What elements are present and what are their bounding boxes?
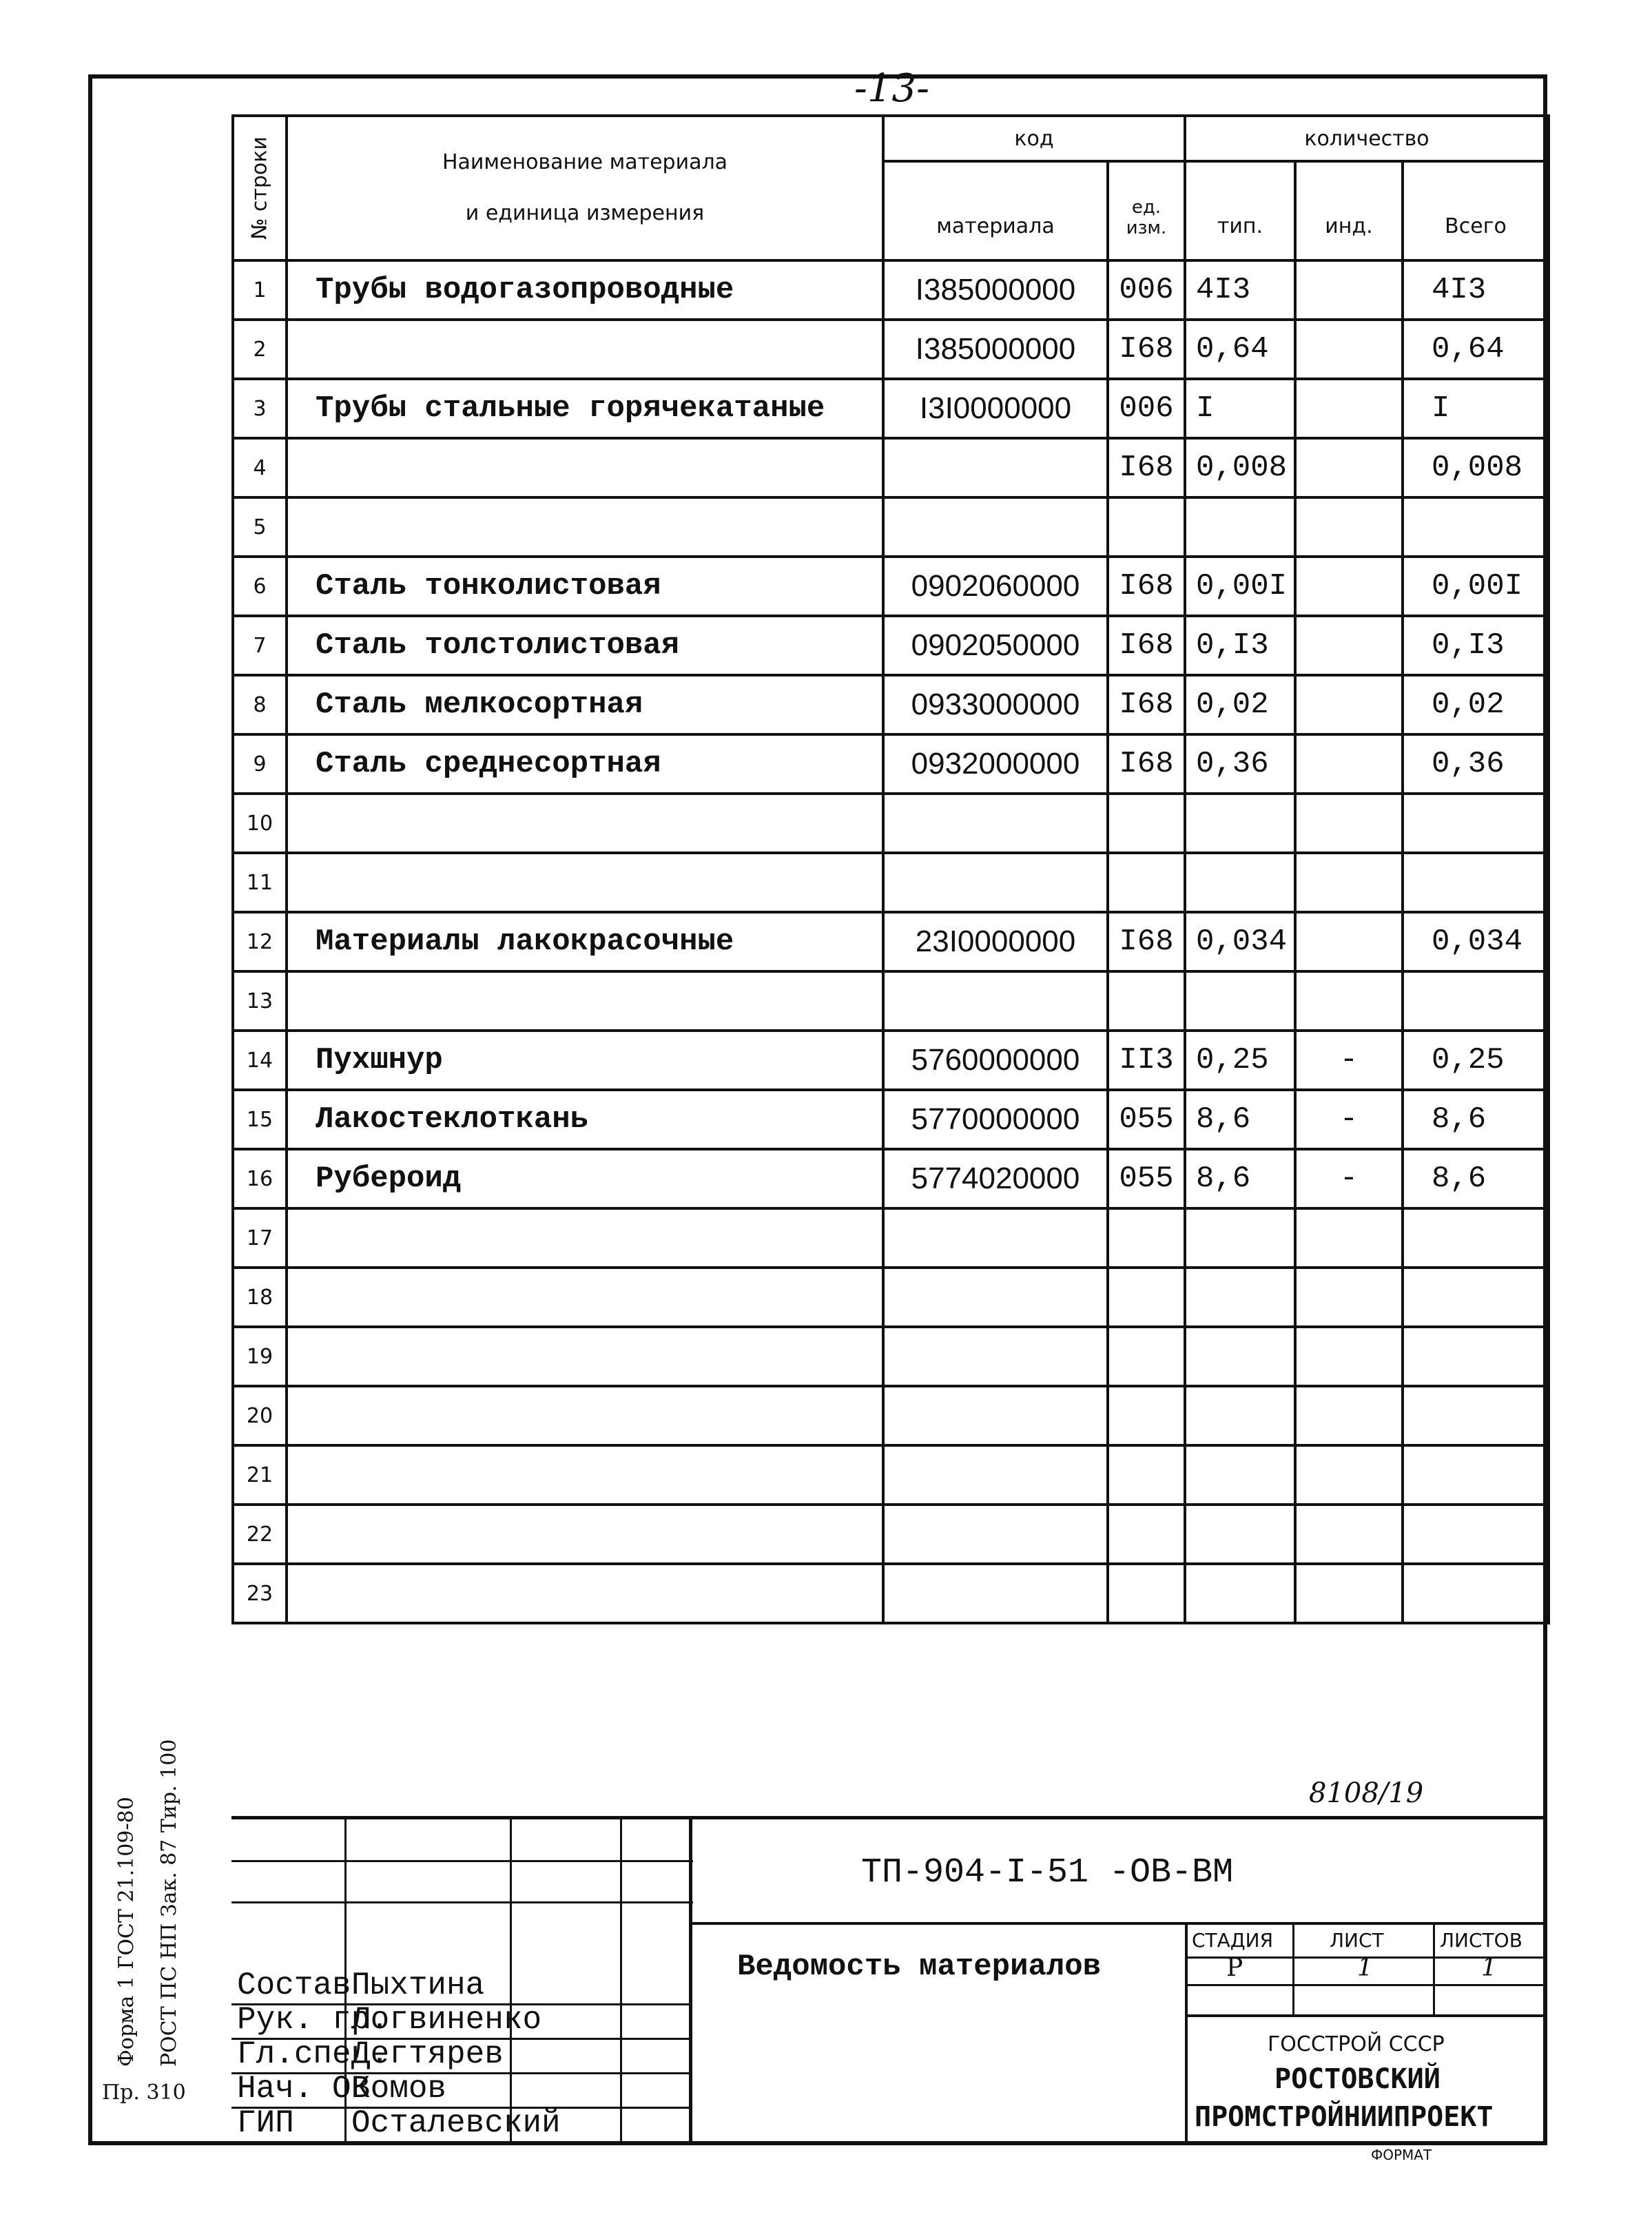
material-name: Материалы лакокрасочные <box>287 912 883 971</box>
material-name <box>287 853 883 912</box>
material-name <box>287 1386 883 1445</box>
quantity-total: I <box>1403 379 1549 438</box>
table-row <box>233 1445 1549 1505</box>
table-row <box>233 971 1549 1031</box>
material-name <box>287 1327 883 1386</box>
staff-name: Дегтярев <box>351 2036 504 2072</box>
table-row <box>233 912 1549 971</box>
table-row <box>233 1208 1549 1268</box>
stamp-hline <box>231 1860 693 1862</box>
header-qty-ind: инд. <box>1295 161 1403 260</box>
quantity-typ <box>1185 1445 1295 1505</box>
quantity-total <box>1403 497 1549 557</box>
row-number: 16 <box>233 1149 287 1208</box>
table-row <box>233 675 1549 734</box>
quantity-typ <box>1185 1386 1295 1445</box>
unit-code <box>1108 1208 1185 1268</box>
quantity-typ <box>1185 1327 1295 1386</box>
stamp-vline <box>620 1816 622 2145</box>
row-number: 1 <box>233 260 287 320</box>
quantity-typ: 0,64 <box>1185 320 1295 379</box>
unit-code: II3 <box>1108 1031 1185 1090</box>
material-name <box>287 1505 883 1564</box>
quantity-total <box>1403 1505 1549 1564</box>
unit-code <box>1108 1386 1185 1445</box>
org-line-1: ГОССТРОЙ СССР <box>1268 2032 1445 2056</box>
table-row <box>233 438 1549 497</box>
stamp-hline <box>689 1922 1547 1925</box>
document-code: ТП-904-I-51 -ОВ-ВМ <box>861 1853 1234 1892</box>
row-number: 5 <box>233 497 287 557</box>
quantity-ind <box>1295 1386 1403 1445</box>
unit-code <box>1108 853 1185 912</box>
quantity-ind <box>1295 497 1403 557</box>
quantity-typ: 0,02 <box>1185 675 1295 734</box>
staff-name: Комов <box>351 2071 447 2107</box>
table-row <box>233 734 1549 794</box>
quantity-typ <box>1185 1208 1295 1268</box>
staff-role: Состав <box>237 1968 351 2003</box>
quantity-typ: 0,36 <box>1185 734 1295 794</box>
quantity-typ: 8,6 <box>1185 1149 1295 1208</box>
quantity-ind <box>1295 1445 1403 1505</box>
staff-row-line <box>231 2141 689 2143</box>
table-row <box>233 794 1549 853</box>
table-row <box>233 1268 1549 1327</box>
table-row <box>233 260 1549 320</box>
material-code <box>883 794 1108 853</box>
quantity-ind <box>1295 320 1403 379</box>
quantity-typ: 8,6 <box>1185 1090 1295 1149</box>
material-name: Сталь мелкосортная <box>287 675 883 734</box>
quantity-ind <box>1295 912 1403 971</box>
sheet-value: 1 <box>1357 1954 1373 1982</box>
unit-code: I68 <box>1108 438 1185 497</box>
unit-code <box>1108 1268 1185 1327</box>
quantity-typ <box>1185 1268 1295 1327</box>
material-name: Сталь тонколистовая <box>287 557 883 616</box>
material-name <box>287 1208 883 1268</box>
row-number: 11 <box>233 853 287 912</box>
unit-code: 006 <box>1108 379 1185 438</box>
quantity-typ: 0,I3 <box>1185 616 1295 675</box>
material-code: 5760000000 <box>883 1031 1108 1090</box>
sheet-label: ЛИСТ <box>1330 1929 1384 1952</box>
table-row <box>233 1505 1549 1564</box>
material-code <box>883 497 1108 557</box>
material-code: I385000000 <box>883 260 1108 320</box>
table-row <box>233 320 1549 379</box>
material-code: 0902050000 <box>883 616 1108 675</box>
quantity-typ: 4I3 <box>1185 260 1295 320</box>
quantity-total <box>1403 1208 1549 1268</box>
row-number: 8 <box>233 675 287 734</box>
sheets-value: 1 <box>1481 1954 1497 1982</box>
staff-role: ГИП <box>237 2105 294 2141</box>
material-code <box>883 1386 1108 1445</box>
quantity-ind <box>1295 260 1403 320</box>
quantity-ind: - <box>1295 1031 1403 1090</box>
row-number: 22 <box>233 1505 287 1564</box>
header-qty-typ: тип. <box>1185 161 1295 260</box>
quantity-typ: 0,00I <box>1185 557 1295 616</box>
row-number: 23 <box>233 1564 287 1623</box>
quantity-total: 4I3 <box>1403 260 1549 320</box>
row-number: 20 <box>233 1386 287 1445</box>
row-number: 2 <box>233 320 287 379</box>
material-code <box>883 1505 1108 1564</box>
row-number: 17 <box>233 1208 287 1268</box>
unit-code: 006 <box>1108 260 1185 320</box>
header-material-name: Наименование материала и единица измерения <box>287 116 883 260</box>
quantity-ind <box>1295 853 1403 912</box>
header-quantity-group: количество <box>1185 116 1549 161</box>
table-row <box>233 1327 1549 1386</box>
quantity-ind <box>1295 1268 1403 1327</box>
unit-code: I68 <box>1108 675 1185 734</box>
material-name: Сталь толстолистовая <box>287 616 883 675</box>
material-code: 5774020000 <box>883 1149 1108 1208</box>
table-row <box>233 1149 1549 1208</box>
quantity-total: 0,034 <box>1403 912 1549 971</box>
material-name: Трубы водогазопроводные <box>287 260 883 320</box>
quantity-ind <box>1295 971 1403 1031</box>
unit-code <box>1108 1327 1185 1386</box>
stamp-hline <box>1185 2014 1547 2017</box>
quantity-typ <box>1185 794 1295 853</box>
stage-value: Р <box>1226 1954 1243 1982</box>
org-line-2: РОСТОВСКИЙ <box>1274 2063 1441 2095</box>
quantity-typ: 0,008 <box>1185 438 1295 497</box>
quantity-ind <box>1295 1505 1403 1564</box>
header-code-unit: ед. изм. <box>1108 161 1185 260</box>
quantity-typ <box>1185 497 1295 557</box>
unit-code: I68 <box>1108 557 1185 616</box>
material-code <box>883 1445 1108 1505</box>
unit-code: 055 <box>1108 1090 1185 1149</box>
quantity-total: 0,25 <box>1403 1031 1549 1090</box>
margin-form-text: Форма 1 ГОСТ 21.109-80 <box>114 1797 138 2067</box>
quantity-total <box>1403 971 1549 1031</box>
table-row <box>233 1564 1549 1623</box>
unit-code: I68 <box>1108 320 1185 379</box>
row-number: 12 <box>233 912 287 971</box>
table-row <box>233 616 1549 675</box>
quantity-total <box>1403 794 1549 853</box>
row-number: 19 <box>233 1327 287 1386</box>
row-number: 15 <box>233 1090 287 1149</box>
quantity-ind <box>1295 734 1403 794</box>
row-number: 3 <box>233 379 287 438</box>
material-code <box>883 971 1108 1031</box>
unit-code <box>1108 1445 1185 1505</box>
material-name <box>287 438 883 497</box>
quantity-typ: 0,25 <box>1185 1031 1295 1090</box>
stage-label: СТАДИЯ <box>1192 1929 1274 1952</box>
table-row <box>233 1031 1549 1090</box>
quantity-ind <box>1295 794 1403 853</box>
quantity-total: 0,I3 <box>1403 616 1549 675</box>
material-name <box>287 1564 883 1623</box>
unit-code: 055 <box>1108 1149 1185 1208</box>
quantity-ind <box>1295 1327 1403 1386</box>
quantity-total <box>1403 1564 1549 1623</box>
quantity-total: 0,36 <box>1403 734 1549 794</box>
stamp-vline <box>1292 1922 1294 2014</box>
quantity-ind: - <box>1295 1149 1403 1208</box>
header-row-top <box>233 116 1549 161</box>
unit-code: I68 <box>1108 912 1185 971</box>
quantity-total: 0,008 <box>1403 438 1549 497</box>
material-name <box>287 1268 883 1327</box>
quantity-total: 0,00I <box>1403 557 1549 616</box>
quantity-ind <box>1295 379 1403 438</box>
stamp-vline <box>510 1816 512 2145</box>
material-code <box>883 1327 1108 1386</box>
org-line-3: ПРОМСТРОЙНИИПРОЕКТ <box>1195 2101 1494 2133</box>
row-number: 7 <box>233 616 287 675</box>
table-row <box>233 497 1549 557</box>
unit-code <box>1108 971 1185 1031</box>
material-code: 5770000000 <box>883 1090 1108 1149</box>
row-number: 14 <box>233 1031 287 1090</box>
header-code-material: материала <box>883 161 1108 260</box>
stamp-hline <box>231 1901 693 1903</box>
row-number: 4 <box>233 438 287 497</box>
row-number: 9 <box>233 734 287 794</box>
handwritten-note: 8108/19 <box>1309 1777 1424 1809</box>
margin-rost-text: РОСТ ПС НП Зак. 87 Тир. 100 <box>157 1739 181 2067</box>
table-row <box>233 853 1549 912</box>
header-qty-total: Всего <box>1403 161 1549 260</box>
material-code: I3I0000000 <box>883 379 1108 438</box>
page-number: -13- <box>854 66 930 111</box>
material-code <box>883 1268 1108 1327</box>
material-name <box>287 971 883 1031</box>
quantity-total <box>1403 853 1549 912</box>
row-number: 21 <box>233 1445 287 1505</box>
staff-name: Пыхтина <box>351 1968 485 2003</box>
staff-role: Нач. ОВ <box>237 2071 371 2107</box>
material-code <box>883 853 1108 912</box>
quantity-total: 8,6 <box>1403 1149 1549 1208</box>
unit-code <box>1108 1505 1185 1564</box>
row-number: 13 <box>233 971 287 1031</box>
material-name <box>287 497 883 557</box>
quantity-total: 8,6 <box>1403 1090 1549 1149</box>
quantity-ind <box>1295 1208 1403 1268</box>
quantity-typ: I <box>1185 379 1295 438</box>
quantity-typ: 0,034 <box>1185 912 1295 971</box>
staff-role: Гл.спец. <box>237 2036 389 2072</box>
material-code: I385000000 <box>883 320 1108 379</box>
quantity-total: 0,02 <box>1403 675 1549 734</box>
row-number: 6 <box>233 557 287 616</box>
material-code <box>883 1564 1108 1623</box>
stamp-top-line <box>231 1816 1547 1819</box>
table-row <box>233 379 1549 438</box>
quantity-ind <box>1295 1564 1403 1623</box>
unit-code: I68 <box>1108 734 1185 794</box>
material-code <box>883 1208 1108 1268</box>
margin-pr-text: Пр. 310 <box>102 2081 186 2105</box>
material-name: Лакостеклоткань <box>287 1090 883 1149</box>
unit-code <box>1108 1564 1185 1623</box>
material-name <box>287 794 883 853</box>
stamp-vline <box>1185 1922 1188 2145</box>
quantity-ind <box>1295 438 1403 497</box>
quantity-typ <box>1185 1505 1295 1564</box>
staff-role: Рук. гр. <box>237 2002 389 2038</box>
unit-code: I68 <box>1108 616 1185 675</box>
quantity-total: 0,64 <box>1403 320 1549 379</box>
material-name <box>287 1445 883 1505</box>
row-number: 10 <box>233 794 287 853</box>
quantity-ind: - <box>1295 1090 1403 1149</box>
format-label: ФОРМАТ <box>1371 2147 1432 2163</box>
table-row <box>233 1090 1549 1149</box>
material-name <box>287 320 883 379</box>
quantity-typ <box>1185 1564 1295 1623</box>
sheets-label: ЛИСТОВ <box>1440 1929 1522 1952</box>
staff-name: Осталевский <box>351 2105 561 2141</box>
quantity-typ <box>1185 853 1295 912</box>
stamp-hline <box>1185 1984 1547 1986</box>
quantity-total <box>1403 1268 1549 1327</box>
stamp-vline <box>689 1816 692 2145</box>
material-code: 0902060000 <box>883 557 1108 616</box>
row-number: 18 <box>233 1268 287 1327</box>
material-code: 23I0000000 <box>883 912 1108 971</box>
quantity-total <box>1403 1327 1549 1386</box>
materials-table <box>231 114 1550 1624</box>
quantity-total <box>1403 1386 1549 1445</box>
unit-code <box>1108 497 1185 557</box>
material-name: Рубероид <box>287 1149 883 1208</box>
staff-name: Логвиненко <box>351 2002 542 2038</box>
quantity-ind <box>1295 675 1403 734</box>
stamp-vline <box>1433 1922 1435 2014</box>
quantity-ind <box>1295 557 1403 616</box>
material-code: 0933000000 <box>883 675 1108 734</box>
material-code <box>883 438 1108 497</box>
unit-code <box>1108 794 1185 853</box>
material-code: 0932000000 <box>883 734 1108 794</box>
quantity-ind <box>1295 616 1403 675</box>
table-row <box>233 557 1549 616</box>
material-name: Трубы стальные горячекатаные <box>287 379 883 438</box>
quantity-typ <box>1185 971 1295 1031</box>
material-name: Сталь среднесортная <box>287 734 883 794</box>
header-row-number: № строки <box>233 116 287 260</box>
quantity-total <box>1403 1445 1549 1505</box>
material-name: Пухшнур <box>287 1031 883 1090</box>
header-code-group: код <box>883 116 1185 161</box>
document-title: Ведомость материалов <box>737 1950 1102 1984</box>
table-row <box>233 1386 1549 1445</box>
